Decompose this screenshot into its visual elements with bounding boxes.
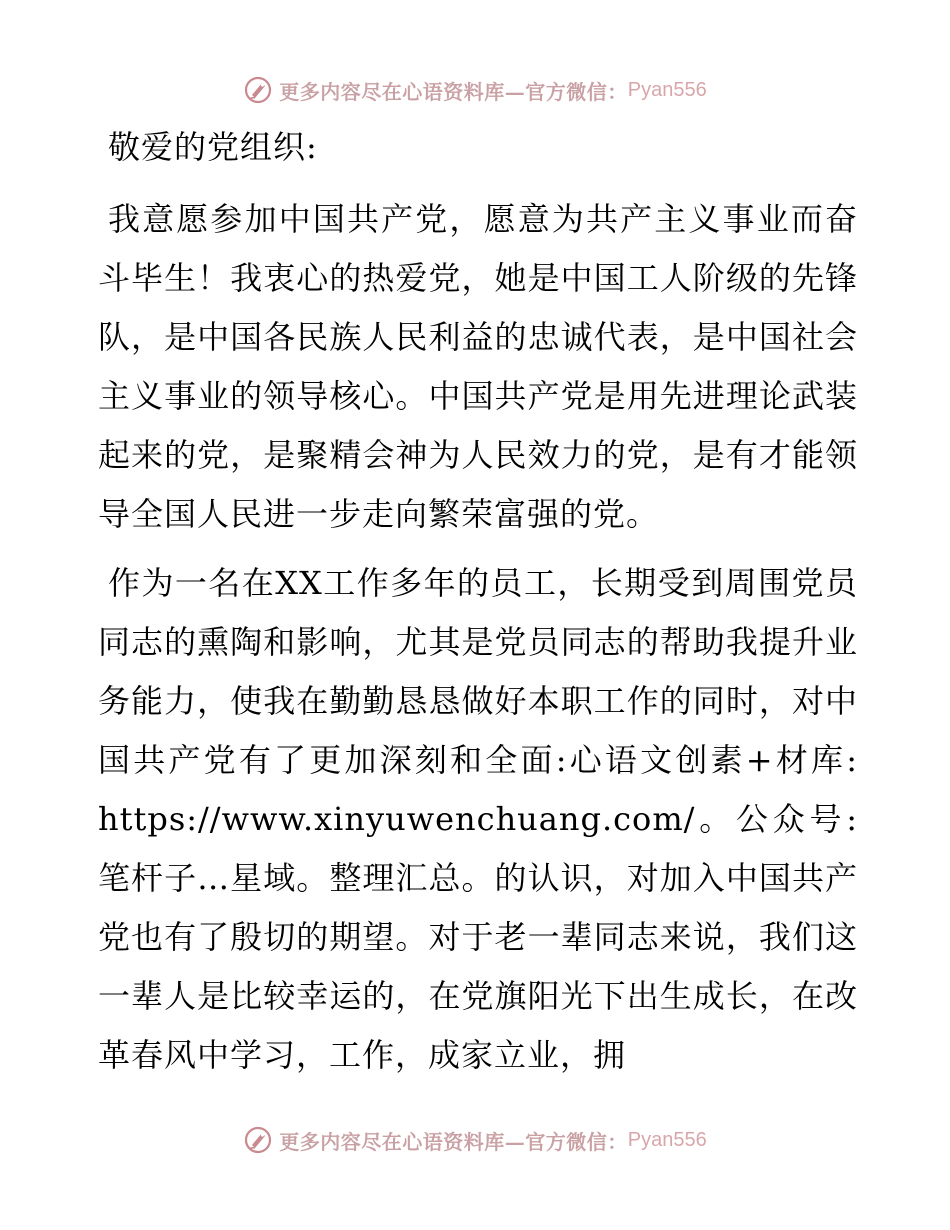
paragraph-1: 我意愿参加中国共产党，愿意为共产主义事业而奋斗毕生！我衷心的热爱党，她是中国工人阶级的先锋队，是中国各民族人民利益的忠诚代表，是中国社会主义事业的领导核心。中国共产党是用先进理论武装起来的党，是聚精会神为人民效力的党，是有才能领导全国人民进一步走向繁荣富强的党。 [98, 200, 858, 533]
footer-banner-handle: Pyan556 [627, 1128, 707, 1151]
paragraph-2: 作为一名在XX工作多年的员工，长期受到周围党员同志的熏陶和影响，尤其是党员同志的帮助我提升业务能力，使我在勤勤恳恳做好本职工作的同时，对中国共产党有了更加深刻和全面:心语文创素+材库: https://www.xinyuwenchuang.com/。公众号: 笔杆子…星域。整理汇总。的认识，对加入中国共产党也有了殷切的期望。对于老一辈同志来说，我们这一辈人是比较幸运的，在党旗阳光下出生成长，在改革春风中学习，工作，成家立业，拥 [98, 564, 858, 1074]
header-watermark-banner [0, 72, 950, 108]
pen-nib-circle-icon [243, 75, 273, 105]
footer-banner-text: 更多内容尽在心语资料库—官方微信： [279, 1129, 628, 1154]
pen-nib-circle-icon [243, 1125, 273, 1155]
salutation: 敬爱的党组织: [108, 128, 318, 166]
footer-watermark-banner [0, 1122, 950, 1158]
header-banner-handle: Pyan556 [627, 78, 707, 101]
header-banner-text: 更多内容尽在心语资料库—官方微信： [279, 79, 628, 104]
letter-body [98, 118, 858, 1085]
